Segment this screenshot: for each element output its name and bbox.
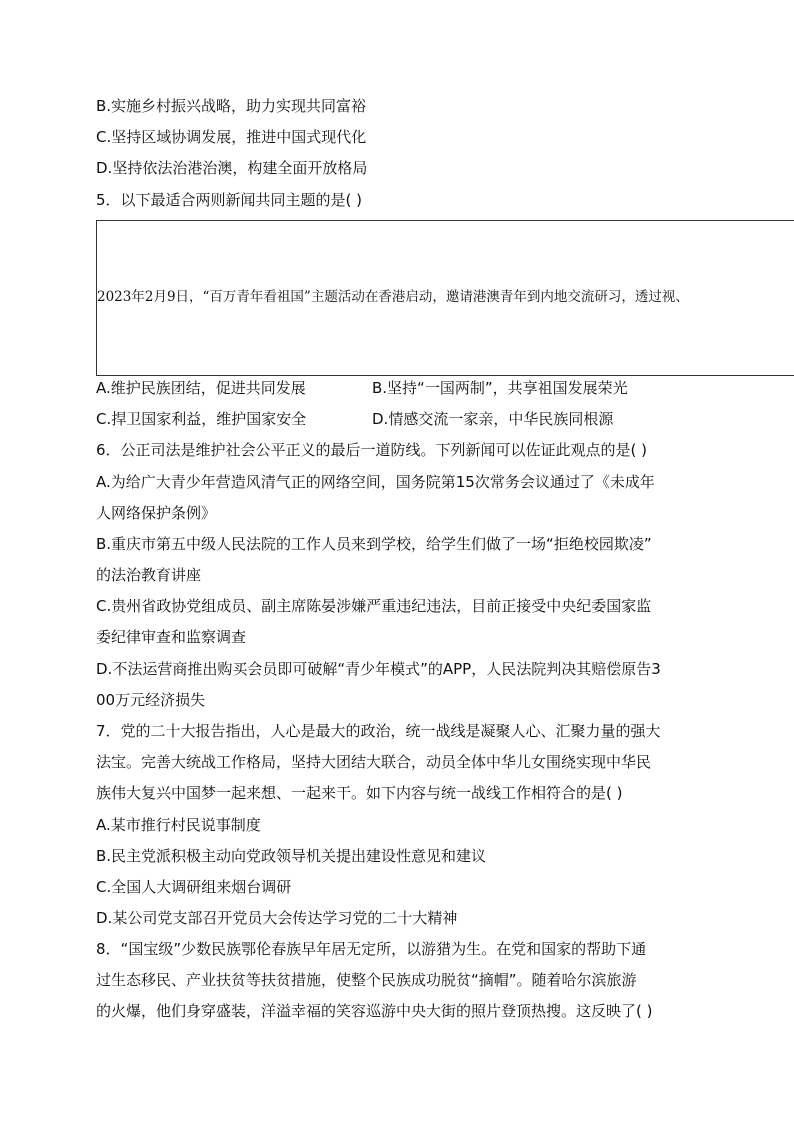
q6-line: A.为给广大青少年营造风清气正的网络空间，国务院第15次常务会议通过了《未成年 [96,473,655,491]
q6-line: B.重庆市第五中级人民法院的工作人员来到学校，给学生们做了一场“拒绝校园欺凌” [96,535,652,553]
q7-option-c: C.全国人大调研组来烟台调研 [96,878,292,896]
q5-material-text: 2023年2月9日，“百万青年看祖国”主题活动在香港启动，邀请港澳青年到内地交流研习，透过视、 [97,289,689,305]
q7-option-b: B.民主党派积极主动向党政领导机关提出建设性意见和建议 [96,847,487,865]
q7-line: 族伟大复兴中国梦一起来想、一起来干。如下内容与统一战线工作相符合的是( ) [96,784,623,802]
q6-line: 00万元经济损失 [96,691,206,709]
q7-line: 法宝。完善大统战工作格局，坚持大团结大联合，动员全体中华儿女围绕实现中华民 [96,753,652,771]
q5-stem: 5．以下最适合两则新闻共同主题的是( ) [96,191,363,209]
q7-line: 7．党的二十大报告指出，人心是最大的政治，统一战线是凝聚人心、汇聚力量的强大 [96,722,661,740]
q6-line: 的法治教育讲座 [96,566,202,584]
q4-option-b: B.实施乡村振兴战略，助力实现共同富裕 [96,97,367,115]
q6-line: D.不法运营商推出购买会员即可破解“青少年模式”的APP，人民法院判决其赔偿原告3 [96,660,661,678]
q5-option-c: C.捍卫国家利益，维护国家安全 [96,410,307,428]
q5-material-box [96,220,794,376]
q8-line: 过生态移民、产业扶贫等扶贫措施，使整个民族成功脱贫“摘帽”。随着哈尔滨旅游 [96,971,637,989]
q5-option-a: A.维护民族团结，促进共同发展 [96,379,306,397]
q6-line: C.贵州省政协党组成员、副主席陈晏涉嫌严重违纪违法，目前正接受中央纪委国家监 [96,597,652,615]
q7-option-a: A.某市推行村民说事制度 [96,816,261,834]
q8-line: 8．“国宝级”少数民族鄂伦春族早年居无定所，以游猎为生。在党和国家的帮助下通 [96,940,647,958]
q5-option-d: D.情感交流一家亲，中华民族同根源 [372,410,614,428]
q5-option-b: B.坚持“一国两制”，共享祖国发展荣光 [372,379,628,397]
q8-line: 的火爆，他们身穿盛装，洋溢幸福的笑容巡游中央大街的照片登顶热搜。这反映了( ) [96,1002,653,1020]
q4-option-d: D.坚持依法治港治澳，构建全面开放格局 [96,159,368,177]
q6-line: 委纪律审查和监察调查 [96,628,247,646]
q6-line: 人网络保护条例》 [96,504,217,522]
q6-stem: 6．公正司法是维护社会公平正义的最后一道防线。下列新闻可以佐证此观点的是( ) [96,441,648,459]
q7-option-d: D.某公司党支部召开党员大会传达学习党的二十大精神 [96,909,458,927]
q4-option-c: C.坚持区域协调发展，推进中国式现代化 [96,128,367,146]
